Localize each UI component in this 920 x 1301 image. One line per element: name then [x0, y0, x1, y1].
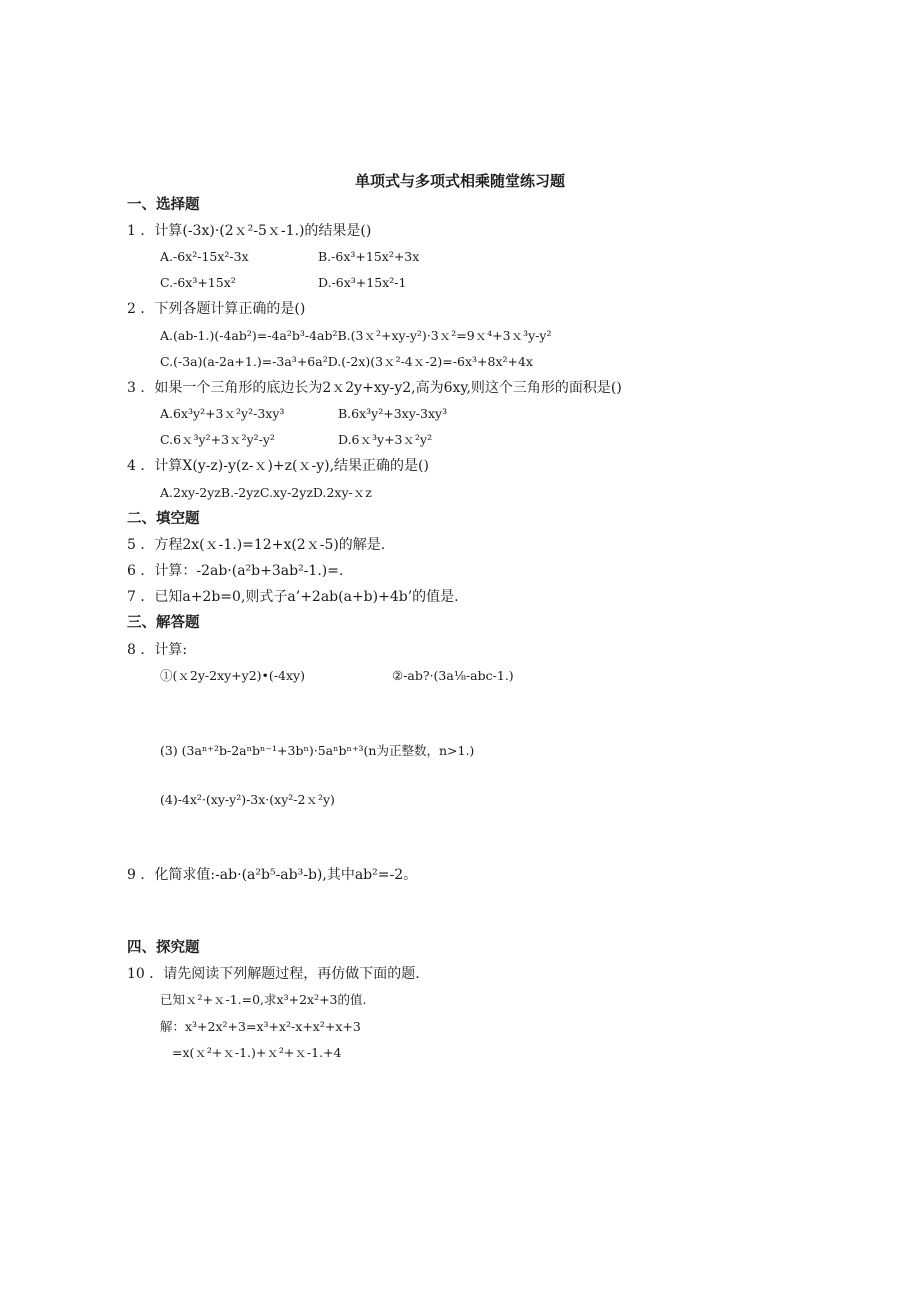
- question-9: 9 ．化简求值:-ab·(a²b⁵-ab³-b),其中ab²=-2。: [127, 867, 418, 883]
- question-2-stem: 2 ．下列各题计算正确的是(): [127, 301, 306, 317]
- question-1-stem: 1 ．计算(-3x)·(2ｘ²-5ｘ-1.)的结果是(): [127, 223, 372, 239]
- question-6: 6 ．计算：-2ab·(a²b+3ab²-1.)=.: [127, 563, 344, 579]
- section-heading-choice: 一、选择题: [127, 197, 200, 213]
- question-1-option-a: A.-6x²-15x²-3x: [160, 249, 249, 264]
- question-3-option-a: A.6x³y²+3ｘ²y²-3xy³: [160, 406, 285, 421]
- question-4-stem: 4 ．计算X(y-z)-y(z-ｘ)+z(ｘ-y),结果正确的是(): [127, 458, 429, 474]
- question-8-stem: 8 ．计算:: [127, 642, 188, 658]
- question-4-options: A.2xy-2yzB.-2yzC.xy-2yzD.2xy-ｘz: [160, 485, 372, 500]
- question-8-part-2: ②-ab?·(3a⅛-abc-1.): [392, 668, 514, 683]
- question-2-options-ab: A.(ab-1.)(-4ab²)=-4a²b³-4ab²B.(3ｘ²+xy-y²)·3ｘ²=9ｘ⁴+3ｘ³y-y²: [160, 328, 552, 343]
- question-10-solution-line-1: 解：x³+2x²+3=x³+x²-x+x²+x+3: [160, 1019, 361, 1034]
- page-title: 单项式与多项式相乘随堂练习题: [354, 172, 565, 190]
- question-5: 5 ．方程2x(ｘ-1.)=12+x(2ｘ-5)的解是.: [127, 537, 386, 553]
- question-8-part-1: ①(ｘ2y-2xy+y2)•(-4xy): [160, 668, 305, 683]
- question-7: 7 ．已知a+2b=0,则式子a’+2ab(a+b)+4b’的值是.: [127, 589, 459, 605]
- section-heading-answer: 三、解答题: [127, 615, 200, 631]
- question-10-given: 已知ｘ²+ｘ-1.=0,求x³+2x²+3的值.: [160, 992, 367, 1007]
- section-heading-fill-in: 二、填空题: [127, 511, 200, 527]
- section-heading-explore: 四、探究题: [127, 940, 200, 956]
- question-10-solution-line-2: =x(ｘ²+ｘ-1.)+ｘ²+ｘ-1.+4: [172, 1045, 342, 1060]
- question-1-option-d: D.-6x³+15x²-1: [318, 275, 407, 290]
- question-2-options-cd: C.(-3a)(a-2a+1.)=-3a³+6a²D.(-2x)(3ｘ²-4ｘ-2)=-6x³+8x²+4x: [160, 354, 533, 369]
- question-1-option-b: B.-6x³+15x²+3x: [318, 249, 420, 264]
- question-8-part-4: (4)-4x²·(xy-y²)-3x·(xy²-2ｘ²y): [160, 792, 335, 807]
- question-3-option-c: C.6ｘ³y²+3ｘ²y²-y²: [160, 432, 275, 447]
- question-3-option-b: B.6x³y²+3xy-3xy³: [338, 406, 448, 421]
- question-10-stem: 10 ．请先阅读下列解题过程，再仿做下面的题.: [127, 966, 420, 982]
- question-8-part-3: (3) (3aⁿ⁺²b-2aⁿbⁿ⁻¹+3bⁿ)·5aⁿbⁿ⁺³(n为正整数，n>1.): [160, 743, 475, 758]
- question-1-option-c: C.-6x³+15x²: [160, 275, 236, 290]
- question-3-option-d: D.6ｘ³y+3ｘ²y²: [338, 432, 433, 447]
- question-3-stem: 3 ．如果一个三角形的底边长为2ｘ2y+xy-y2,高为6xy,则这个三角形的面积是(): [127, 380, 622, 396]
